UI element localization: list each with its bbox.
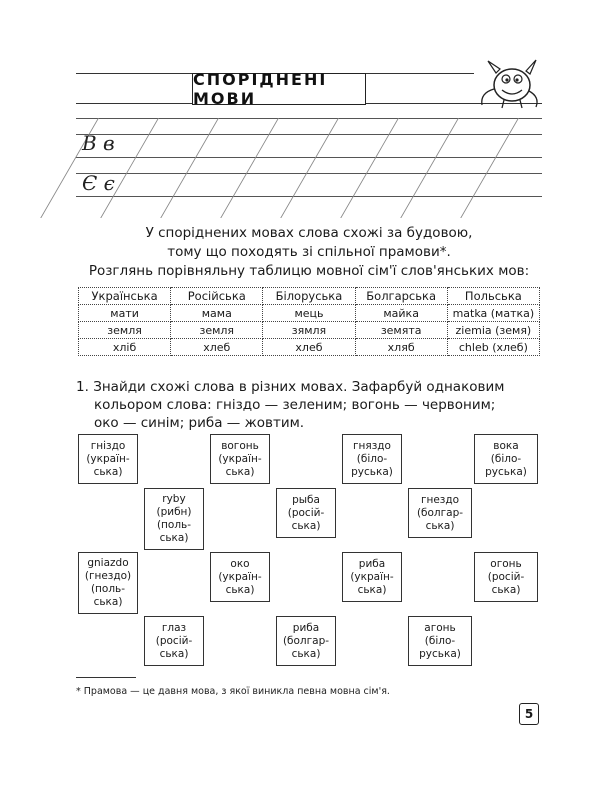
table-row <box>79 339 540 356</box>
word-box-ryba-rus[interactable] <box>276 488 336 538</box>
table-cell: мама <box>171 305 263 322</box>
table-cell: хлеб <box>171 339 263 356</box>
word-box-line: ська) <box>425 519 455 532</box>
word-box-ogon-rus[interactable] <box>474 552 538 602</box>
table-header-cell: Болгарська <box>355 288 447 305</box>
word-box-ryba-ukr[interactable] <box>342 552 402 602</box>
writing-slant-line <box>280 118 339 218</box>
table-cell: земля <box>171 322 263 339</box>
writing-line <box>76 173 542 174</box>
word-box-gnyazdo-bel[interactable] <box>342 434 402 484</box>
writing-slant-line <box>160 118 219 218</box>
word-box-glaz-rus[interactable] <box>144 616 204 666</box>
word-box-gniazdo-pol[interactable] <box>78 552 138 614</box>
table-cell: chleb (хлеб) <box>447 339 539 356</box>
task-line-2: кольором слова: гніздо — зеленим; вогонь — червоним; <box>94 397 496 413</box>
intro-line-1: У споріднених мовах слова схожі за будовою, <box>145 225 473 241</box>
writing-slant-line <box>220 118 279 218</box>
intro-line-3: Розглянь порівняльну таблицю мовної сім'ї слов'янських мов: <box>88 263 530 279</box>
word-box-line: (росій- <box>487 570 525 583</box>
word-box-line: (біло- <box>356 452 388 465</box>
word-box-line: ська) <box>225 583 255 596</box>
word-box-line: ська) <box>159 532 189 544</box>
writing-slant-line <box>340 118 399 218</box>
word-box-line: око <box>230 557 250 570</box>
table-cell: мець <box>263 305 355 322</box>
word-box-gnezdo-bul[interactable] <box>408 488 472 538</box>
table-cell: хляб <box>355 339 447 356</box>
task-text <box>76 378 546 396</box>
task-line-1: Знайди схожі слова в різних мовах. Зафарбуй однаковим <box>93 379 505 395</box>
table-cell: ziemia (земя) <box>447 322 539 339</box>
writing-line <box>76 118 542 119</box>
table-cell: хлеб <box>263 339 355 356</box>
word-box-line: ська) <box>291 519 321 532</box>
word-box-line: (біло- <box>490 452 522 465</box>
letter-sample-v: В в <box>82 131 115 155</box>
language-comparison-table <box>78 287 540 356</box>
word-box-line: глаз <box>161 621 187 634</box>
footnote-divider <box>76 677 136 678</box>
word-box-line: руська) <box>419 647 461 660</box>
table-header-cell: Польська <box>447 288 539 305</box>
writing-slant-line <box>460 118 519 218</box>
word-box-line: gniazdo <box>87 557 129 569</box>
table-header-row <box>79 288 540 305</box>
word-box-line: (росій- <box>287 506 325 519</box>
word-box-line: (гнездо) <box>84 570 132 582</box>
word-box-line: гніздо <box>90 439 126 452</box>
task-number: 1. <box>76 379 89 395</box>
word-box-line: агонь <box>424 621 456 634</box>
word-box-agon-bel[interactable] <box>408 616 472 666</box>
word-box-line: рыба <box>292 493 320 506</box>
table-row <box>79 322 540 339</box>
word-box-line: (поль- <box>90 583 126 595</box>
writing-line <box>76 134 542 135</box>
table-header-cell: Білоруська <box>263 288 355 305</box>
word-box-ryba-bul[interactable] <box>276 616 336 666</box>
table-header-cell: Українська <box>79 288 171 305</box>
word-box-line: ська) <box>357 583 387 596</box>
title-rule-top-right <box>364 73 474 74</box>
word-box-line: вогонь <box>221 439 259 452</box>
word-box-ryby-pol[interactable] <box>144 488 204 550</box>
word-box-line: гняздо <box>353 439 391 452</box>
word-box-line: (біло- <box>424 634 456 647</box>
word-box-line: ська) <box>291 647 321 660</box>
word-box-line: (україн- <box>218 452 262 465</box>
page-title: СПОРІДНЕНІ МОВИ <box>192 73 366 105</box>
word-box-line: ська) <box>491 583 521 596</box>
word-box-oko-ukr[interactable] <box>210 552 270 602</box>
letter-sample-ye: Є є <box>82 171 115 195</box>
word-box-vohon-ukr[interactable] <box>210 434 270 484</box>
word-box-line: (рибн) <box>156 506 192 518</box>
table-header-cell: Російська <box>171 288 263 305</box>
dragon-mascot-icon <box>474 55 544 110</box>
task-line-3: око — синім; риба — жовтим. <box>94 415 305 431</box>
word-box-line: (росій- <box>155 634 193 647</box>
table-cell: мати <box>79 305 171 322</box>
word-box-line: руська) <box>351 465 393 478</box>
word-box-line: (поль- <box>156 519 192 531</box>
table-cell: зямля <box>263 322 355 339</box>
word-box-line: (україн- <box>86 452 130 465</box>
table-cell: хліб <box>79 339 171 356</box>
table-cell: земята <box>355 322 447 339</box>
table-cell: matka (матка) <box>447 305 539 322</box>
table-cell: майка <box>355 305 447 322</box>
word-box-line: (болгар- <box>416 506 464 519</box>
writing-slant-line <box>400 118 459 218</box>
word-box-line: (україн- <box>218 570 262 583</box>
word-box-line: руська) <box>485 465 527 478</box>
word-box-line: ська) <box>159 647 189 660</box>
title-rule-top-left <box>76 73 192 74</box>
page-number: 5 <box>519 703 539 725</box>
word-box-line: (болгар- <box>282 634 330 647</box>
footnote: * Прамова — це давня мова, з якої виникла певна мовна сім'я. <box>76 686 390 697</box>
writing-line <box>76 157 542 158</box>
word-box-line: (україн- <box>350 570 394 583</box>
intro-line-2: тому що походять зі спільної прамови*. <box>167 244 451 260</box>
word-box-line: вока <box>493 439 519 452</box>
word-box-line: ська) <box>93 596 123 608</box>
word-box-line: ська) <box>225 465 255 478</box>
table-row <box>79 305 540 322</box>
word-box-line: огонь <box>490 557 522 570</box>
word-box-line: ryby <box>162 493 186 505</box>
word-box-line: риба <box>292 621 320 634</box>
word-box-line: ська) <box>93 465 123 478</box>
word-box-line: риба <box>358 557 386 570</box>
word-box-line: гнездо <box>420 493 460 506</box>
word-box-voka-bel[interactable] <box>474 434 538 484</box>
word-box-gnizdo-ukr[interactable] <box>78 434 138 484</box>
table-cell: земля <box>79 322 171 339</box>
